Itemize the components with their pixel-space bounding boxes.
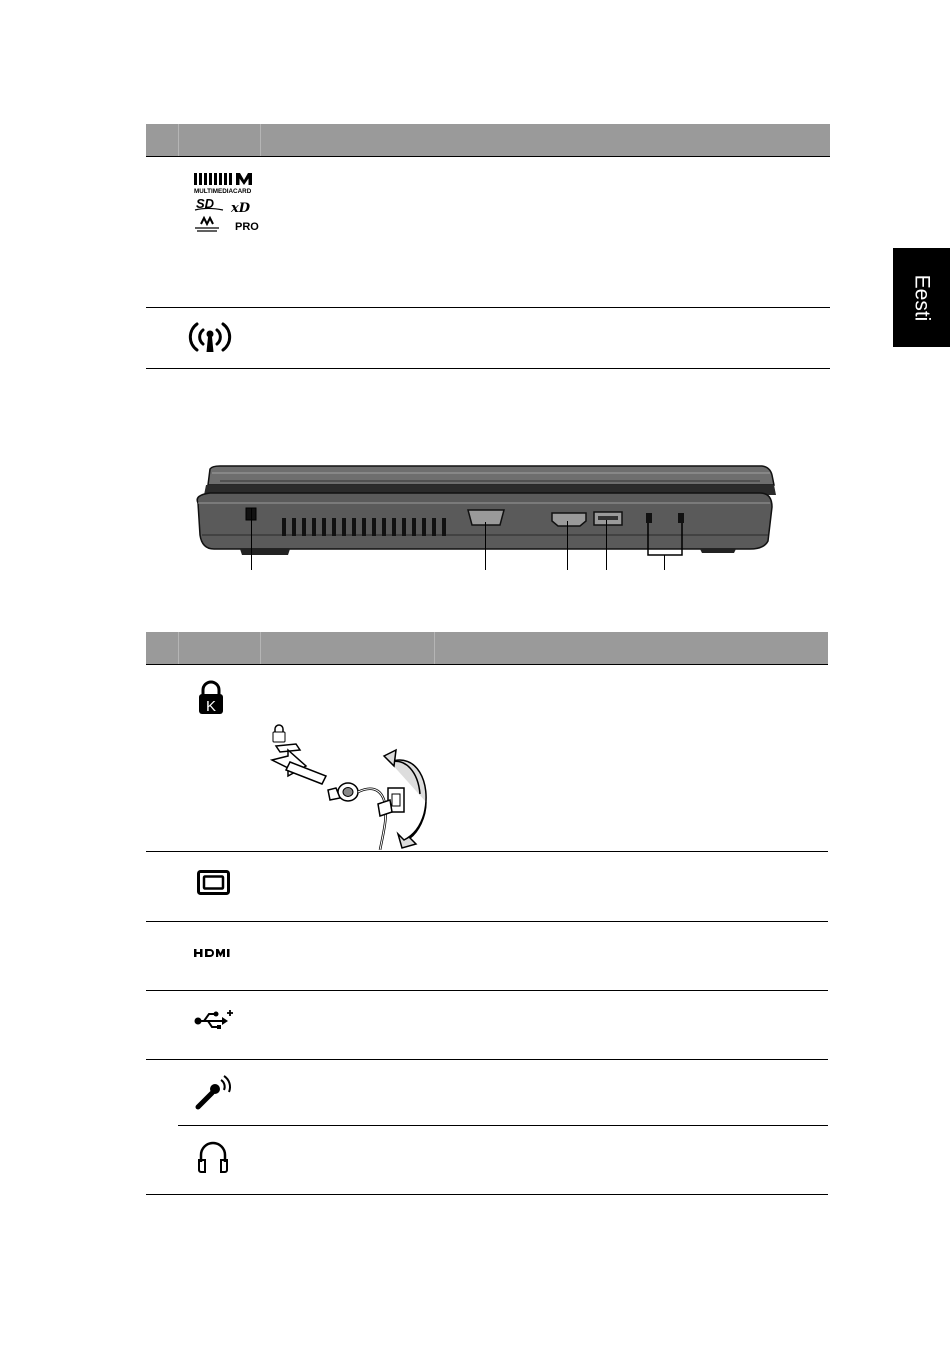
language-tab[interactable] bbox=[893, 248, 950, 347]
card-reader-table bbox=[146, 124, 830, 370]
mmc-logo-text: MULTIMEDIACARD bbox=[194, 188, 252, 195]
headphones-icon bbox=[196, 1138, 230, 1174]
vga-port-icon bbox=[197, 870, 231, 896]
row-divider bbox=[146, 1059, 828, 1060]
xd-logo-text: xD bbox=[231, 201, 251, 216]
microphone-icon bbox=[194, 1074, 234, 1110]
row-divider bbox=[146, 664, 828, 665]
sd-logo-text: SD bbox=[196, 196, 215, 211]
svg-text:K: K bbox=[205, 698, 217, 715]
ports-table bbox=[146, 632, 828, 1198]
table-bottom-rule bbox=[146, 368, 830, 369]
table-bottom-rule bbox=[146, 1194, 828, 1195]
hdmi-icon bbox=[194, 948, 232, 958]
row-divider bbox=[146, 990, 828, 991]
callout-line bbox=[485, 522, 486, 570]
pro-logo-text: PRO bbox=[235, 221, 259, 233]
row-divider bbox=[146, 307, 830, 308]
callout-line bbox=[251, 508, 252, 570]
lock-cable-illustration bbox=[266, 722, 436, 850]
table-header bbox=[146, 632, 828, 664]
callout-line bbox=[567, 521, 568, 570]
callout-line bbox=[606, 520, 607, 570]
callout-line bbox=[664, 555, 665, 570]
language-tab-label: Eesti bbox=[910, 274, 934, 321]
row-divider bbox=[178, 1125, 828, 1126]
row-divider bbox=[146, 851, 828, 852]
table-header bbox=[146, 124, 830, 156]
wireless-icon bbox=[188, 318, 232, 354]
kensington-lock-icon bbox=[194, 680, 228, 716]
memory-card-logos-icon bbox=[193, 172, 259, 236]
row-divider bbox=[146, 921, 828, 922]
usb-icon bbox=[194, 1008, 234, 1032]
row-divider bbox=[146, 156, 830, 157]
